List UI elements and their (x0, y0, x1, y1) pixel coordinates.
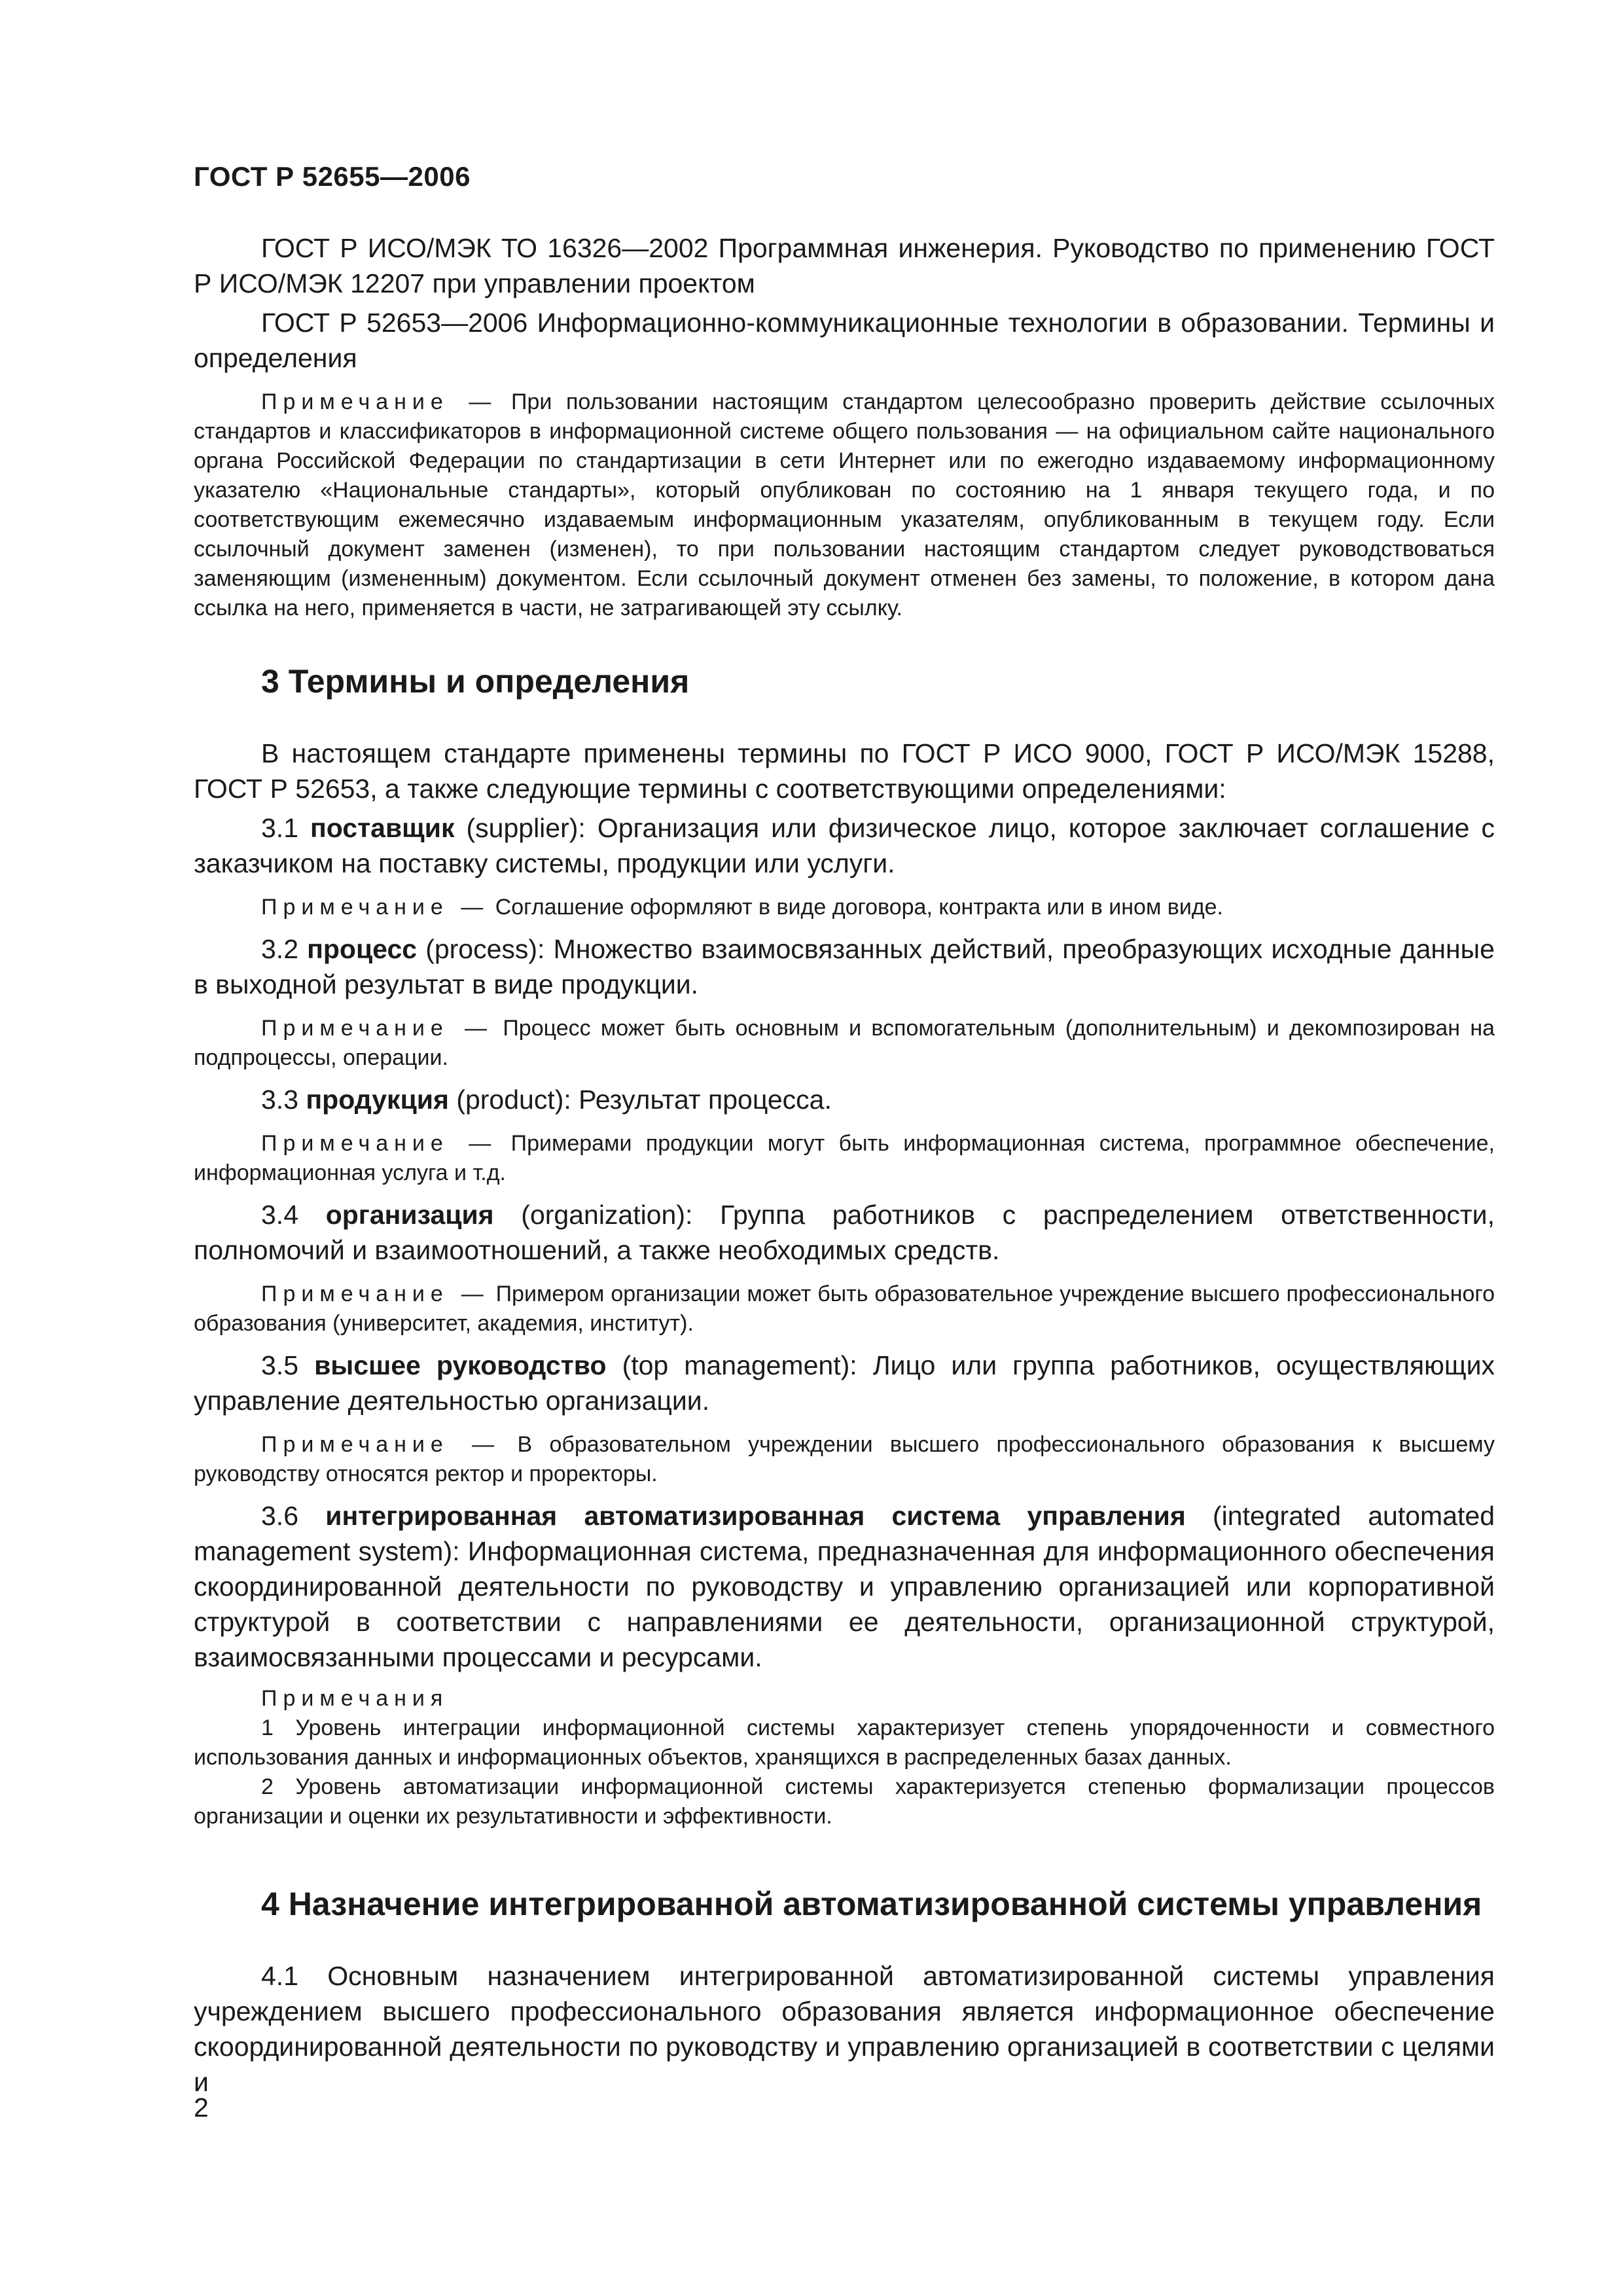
reference-item: ГОСТ Р 52653—2006 Информационно-коммуникационные технологии в образовании. Термины и определения (194, 308, 1495, 373)
note-label: Примечание — (261, 1131, 497, 1156)
note-paragraph (194, 893, 1495, 922)
section-paragraph: 4.1 Основным назначением интегрированной автоматизированной системы управления учреждением высшего профессионального образования является информационное обеспечение скоординированной деятельности по руководству и управлению организацией в соответствии с целями и (194, 1961, 1495, 2097)
note-text: В образовательном учреждении высшего профессионального образования к высшему руководству относятся ректор и проректоры. (194, 1432, 1495, 1486)
term-name: организация (325, 1200, 494, 1230)
term-definition (194, 810, 1495, 881)
term-english: (organization): (521, 1200, 693, 1230)
note-paragraph (194, 387, 1495, 623)
term-english: (integrated automated management system): (194, 1501, 1495, 1566)
term-name: интегрированная автоматизированная система управления (325, 1501, 1186, 1531)
note-text: Примером организации может быть образовательное учреждение высшего профессионального образования (университет, академия, институт). (194, 1282, 1495, 1336)
note-text: При пользовании настоящим стандартом целесообразно проверить действие ссылочных стандартов и классификаторов в информационной системе общего пользования — на официальном сайте национального органа Российской Федерации по стандартизации в сети Интернет или по ежегодно издаваемому информационному указателю «Национальные стандарты», который опубликован по состоянию на 1 января текущего года, и по соответствующим ежемесячно издаваемым информационным указателям, опубликованным в текущем году. Если ссылочный документ заменен (изменен), то при пользовании настоящим стандартом следует руководствоваться заменяющим (измененным) документом. Если ссылочный документ отменен без замены, то положение, в котором дана ссылка на него, применяется в части, не затрагивающей эту ссылку. (194, 389, 1495, 620)
term-definition (194, 1348, 1495, 1418)
note-text: Процесс может быть основным и вспомогательным (дополнительным) и декомпозирован на подпроцессы, операции. (194, 1016, 1495, 1070)
section-heading: 4 Назначение интегрированной автоматизированной системы управления (261, 1886, 1482, 1922)
term-number: 3.6 (261, 1501, 298, 1531)
term-number: 3.3 (261, 1085, 298, 1115)
term-definition (194, 931, 1495, 1002)
reference-item: ГОСТ Р ИСО/МЭК ТО 16326—2002 Программная инженерия. Руководство по применению ГОСТ Р ИСО/МЭК 12207 при управлении проектом (194, 233, 1495, 298)
note-label: Примечание — (261, 1016, 493, 1041)
term-number: 3.5 (261, 1350, 298, 1380)
term-text: Информационная система, предназначенная для информационного обеспечения скоординированной деятельности по руководству и управлению организацией или корпоративной структурой в соответствии с направлениями ее деятельности, организационной структурой, взаимосвязанными процессами и ресурсами. (194, 1536, 1495, 1672)
page-body (194, 230, 1495, 2104)
term-english: (process): (425, 934, 545, 964)
document-header: ГОСТ Р 52655—2006 (194, 161, 471, 192)
term-definition (194, 1498, 1495, 1675)
note-label: Примечание — (261, 1432, 501, 1457)
note-item: 1 Уровень интеграции информационной системы характеризует степень упорядоченности и совместного использования данных и информационных объектов, хранящихся в распределенных базах данных. (194, 1715, 1495, 1770)
note-paragraph (194, 1430, 1495, 1489)
term-english: (supplier): (466, 813, 586, 843)
notes-heading: Примечания (261, 1686, 449, 1711)
term-number: 3.2 (261, 934, 298, 964)
term-name: поставщик (310, 813, 455, 843)
term-definition (194, 1082, 1495, 1117)
note-text: Примерами продукции могут быть информационная система, программное обеспечение, информационная услуга и т.д. (194, 1131, 1495, 1185)
note-label: Примечание — (261, 1282, 490, 1306)
term-english: (product): (456, 1085, 571, 1115)
section-intro: В настоящем стандарте применены термины по ГОСТ Р ИСО 9000, ГОСТ Р ИСО/МЭК 15288, ГОСТ Р 52653, а также следующие термины с соответствующими определениями: (194, 738, 1495, 804)
term-text: Результат процесса. (579, 1085, 832, 1115)
note-item: 2 Уровень автоматизации информационной системы характеризуется степенью формализации процессов организации и оценки их результативности и эффективности. (194, 1774, 1495, 1829)
note-label: Примечание — (261, 389, 497, 414)
term-text: Лицо или группа работников, осуществляющих управление деятельностью организации. (194, 1350, 1495, 1416)
note-label: Примечание — (261, 895, 490, 920)
page-number: 2 (194, 2092, 209, 2123)
section-heading: 3 Термины и определения (261, 663, 690, 700)
note-text: Соглашение оформляют в виде договора, контракта или в ином виде. (495, 895, 1224, 920)
term-name: продукция (306, 1085, 449, 1115)
term-english: (top management): (622, 1350, 857, 1380)
note-paragraph (194, 1129, 1495, 1188)
term-text: Множество взаимосвязанных действий, преобразующих исходные данные в выходной результат в виде продукции. (194, 934, 1495, 999)
term-number: 3.1 (261, 813, 298, 843)
term-number: 3.4 (261, 1200, 298, 1230)
term-text: Группа работников с распределением ответственности, полномочий и взаимоотношений, а также необходимых средств. (194, 1200, 1495, 1265)
term-name: высшее руководство (314, 1350, 607, 1380)
term-text: Организация или физическое лицо, которое заключает соглашение с заказчиком на поставку системы, продукции или услуги. (194, 813, 1495, 878)
note-paragraph (194, 1014, 1495, 1073)
term-definition (194, 1197, 1495, 1268)
note-paragraph (194, 1280, 1495, 1338)
term-name: процесс (307, 934, 418, 964)
